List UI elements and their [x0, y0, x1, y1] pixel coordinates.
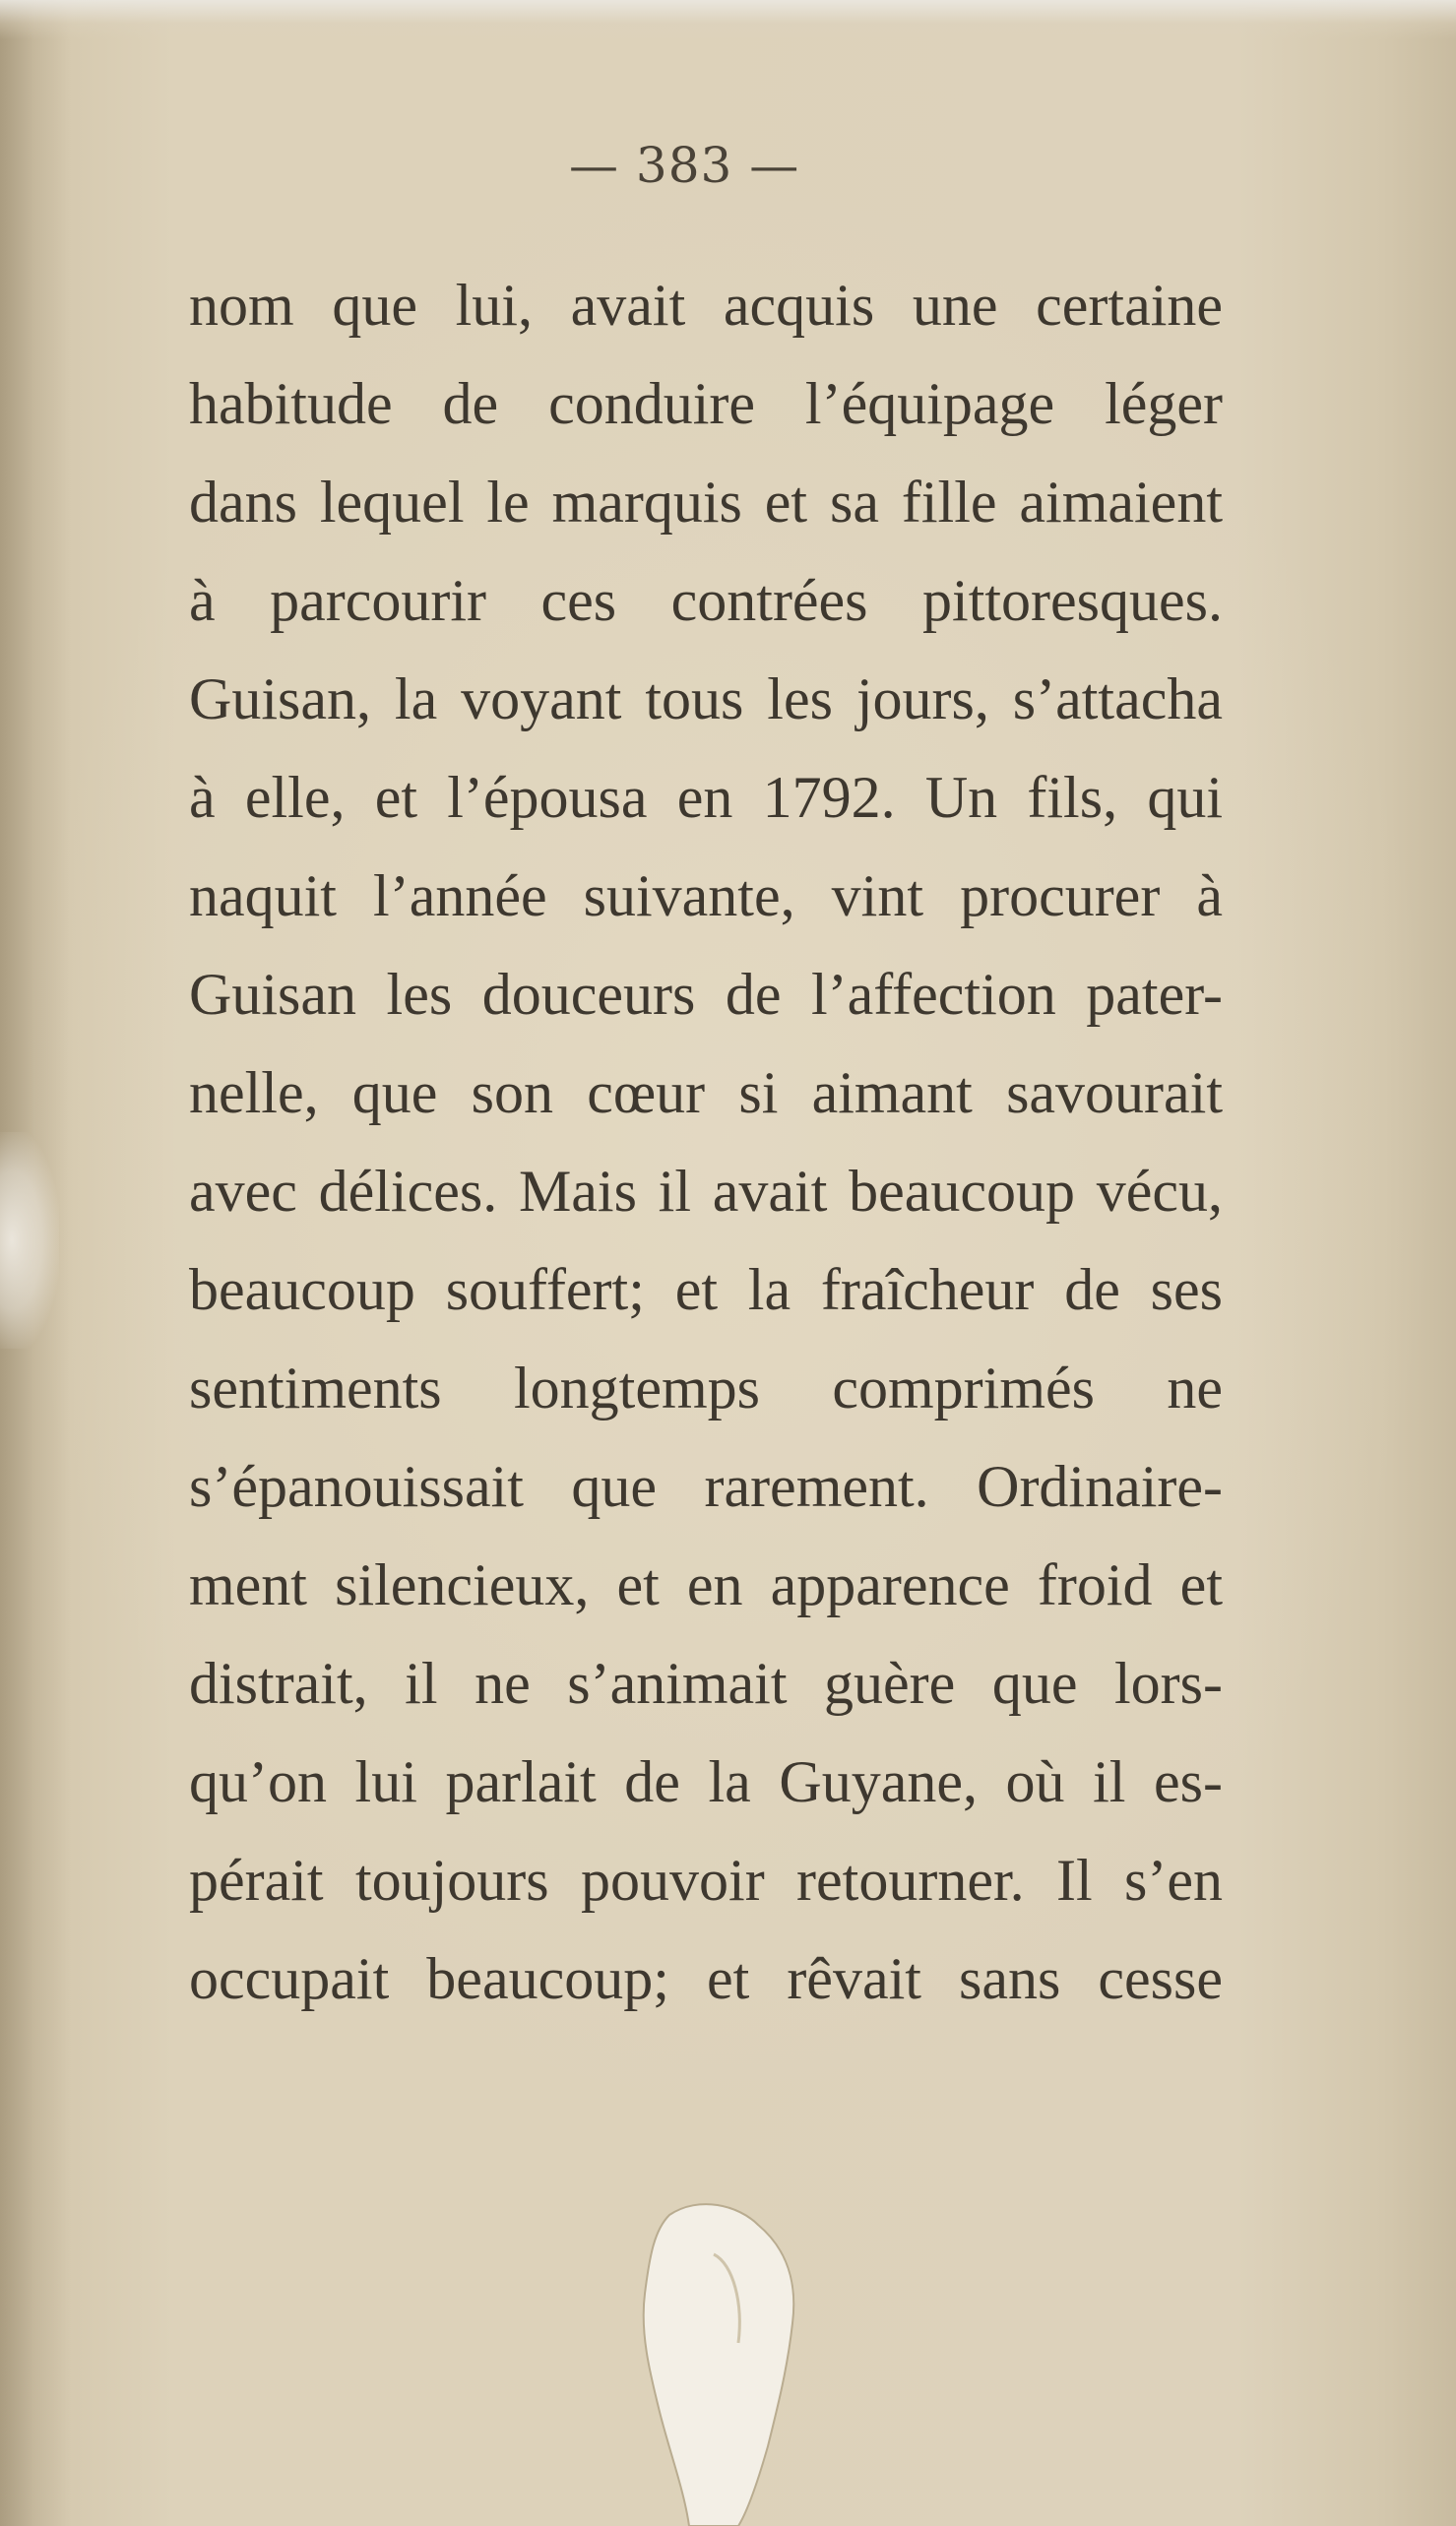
paper-tear-hole [630, 2195, 866, 2526]
text-line: pérait toujours pouvoir retourner. Il s’en [189, 1848, 1223, 1913]
torn-top-edge [0, 0, 1456, 39]
text-line: à elle, et l’épousa en 1792. Un fils, qui [189, 765, 1223, 830]
body-text [189, 256, 1223, 2028]
text-line: sentiments longtemps comprimés ne [189, 1356, 1223, 1421]
text-line: nelle, que son cœur si aimant savourait [189, 1060, 1223, 1125]
text-line: distrait, il ne s’animait guère que lors- [189, 1651, 1223, 1716]
text-line: occupait beaucoup; et rêvait sans cesse [189, 1946, 1223, 2011]
text-line: qu’on lui parlait de la Guyane, où il es- [189, 1749, 1223, 1814]
paper-chip [0, 1132, 59, 1349]
text-line: dans lequel le marquis et sa fille aimaient [189, 470, 1223, 535]
text-line: avec délices. Mais il avait beaucoup vécu, [189, 1159, 1223, 1224]
text-line: à parcourir ces contrées pittoresques. [189, 568, 1223, 633]
text-line: habitude de conduire l’équipage léger [189, 371, 1223, 436]
text-line: ment silencieux, et en apparence froid et [189, 1552, 1223, 1617]
text-line: naquit l’année suivante, vint procurer à [189, 863, 1223, 928]
text-line: beaucoup souffert; et la fraîcheur de ses [189, 1257, 1223, 1322]
text-line: Guisan, la voyant tous les jours, s’attacha [189, 666, 1223, 731]
text-line: Guisan les douceurs de l’affection pater- [189, 962, 1223, 1027]
text-line: nom que lui, avait acquis une certaine [189, 273, 1223, 338]
page-number: — 383 — [569, 137, 800, 194]
text-line: s’épanouissait que rarement. Ordinaire- [189, 1454, 1223, 1519]
